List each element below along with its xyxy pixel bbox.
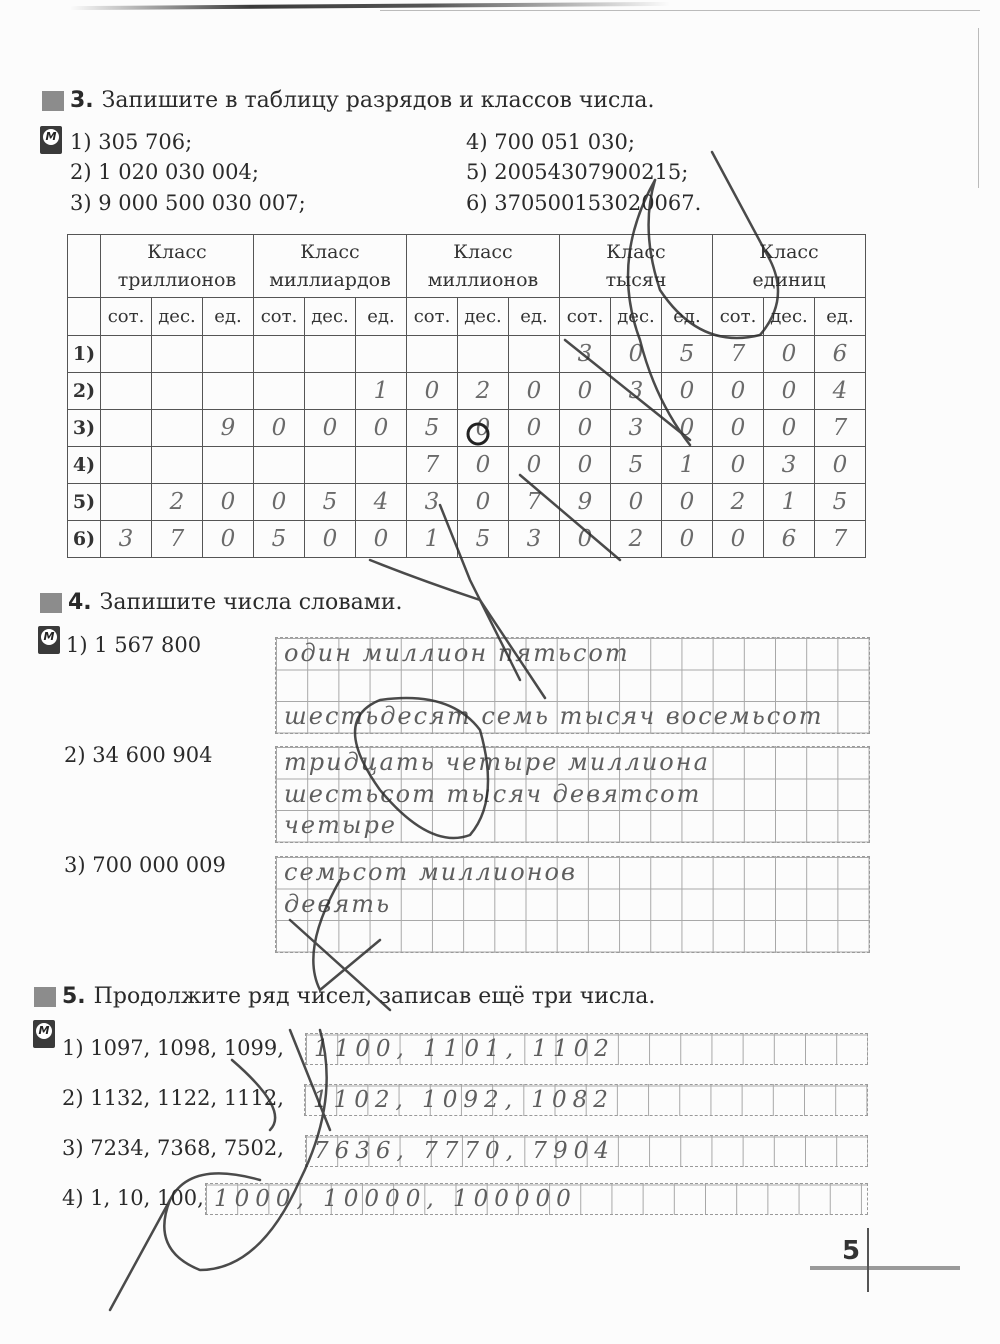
digit-cell[interactable] [305, 521, 356, 558]
answer-line: один миллион пятьсот [284, 639, 630, 667]
digit-cell[interactable] [407, 336, 458, 373]
handwritten-digit: 5 [628, 452, 644, 478]
digit-cell[interactable] [662, 336, 713, 373]
digit-cell[interactable] [203, 484, 254, 521]
digit-cell[interactable] [254, 373, 305, 410]
task5-title: Продолжите ряд чисел, записав ещё три числа. [93, 984, 656, 1009]
digit-cell[interactable] [764, 484, 815, 521]
handwritten-digit: 0 [832, 452, 848, 478]
digit-cell[interactable] [764, 373, 815, 410]
digit-cell[interactable] [356, 373, 407, 410]
handwritten-digit: 1 [679, 452, 695, 478]
digit-cell[interactable] [611, 447, 662, 484]
table-row [68, 447, 866, 484]
table-row [68, 336, 866, 373]
digit-cell[interactable] [815, 373, 866, 410]
corner-cell [68, 235, 101, 298]
digit-cell[interactable] [203, 521, 254, 558]
page-number-divider [867, 1228, 869, 1292]
handwritten-digit: 0 [526, 452, 542, 478]
digit-cell[interactable] [407, 447, 458, 484]
table-row [68, 410, 866, 447]
task4-number: 4. [68, 590, 92, 615]
answer-line: 1102, 1092, 1082 [313, 1087, 614, 1113]
answer-line [276, 670, 869, 702]
digit-cell[interactable] [713, 521, 764, 558]
place-value-table [67, 234, 866, 558]
handwritten-digit: 0 [373, 415, 389, 441]
digit-subheader: сот. [101, 298, 152, 336]
digit-cell[interactable] [764, 336, 815, 373]
digit-cell[interactable] [611, 373, 662, 410]
task4-item-3-label: 3) 700 000 009 [64, 853, 226, 877]
handwritten-digit: 1 [424, 526, 440, 552]
table-row [68, 484, 866, 521]
handwritten-digit: 0 [628, 341, 644, 367]
m-badge-icon: M [40, 126, 62, 154]
task5-item-1-label: 1) 1097, 1098, 1099, [62, 1036, 284, 1060]
digit-cell[interactable] [305, 373, 356, 410]
handwritten-digit: 7 [526, 489, 542, 515]
digit-cell[interactable] [509, 410, 560, 447]
handwritten-digit: 9 [577, 489, 593, 515]
task5-number: 5. [62, 984, 86, 1009]
handwritten-digit: 3 [577, 341, 593, 367]
digit-cell[interactable] [815, 410, 866, 447]
digit-cell[interactable] [560, 336, 611, 373]
digit-cell[interactable] [560, 521, 611, 558]
digit-cell[interactable] [305, 447, 356, 484]
digit-cell[interactable] [356, 447, 407, 484]
digit-cell[interactable] [407, 484, 458, 521]
row-label: 4) [68, 447, 101, 484]
digit-cell[interactable] [458, 336, 509, 373]
answer-line: шестьдесят семь тысяч восемьсот [284, 702, 824, 730]
digit-cell[interactable] [662, 447, 713, 484]
digit-cell[interactable] [458, 447, 509, 484]
handwritten-digit: 5 [679, 341, 695, 367]
digit-subheader: дес. [764, 298, 815, 336]
handwritten-digit: 0 [577, 526, 593, 552]
row-label: 2) [68, 373, 101, 410]
digit-cell[interactable] [101, 410, 152, 447]
digit-cell[interactable] [101, 373, 152, 410]
class-trillions-header: Класс триллионов [101, 235, 254, 298]
handwritten-digit: 7 [832, 526, 848, 552]
digit-subheader: ед. [356, 298, 407, 336]
task5-item-4-label: 4) 1, 10, 100, [62, 1186, 204, 1210]
handwritten-digit: 0 [475, 452, 491, 478]
answer-line: семьсот миллионов [284, 858, 577, 886]
task-marker-icon [34, 987, 56, 1007]
digit-cell[interactable] [764, 410, 815, 447]
row-label: 5) [68, 484, 101, 521]
task4-item-2-label: 2) 34 600 904 [64, 743, 213, 767]
digit-cell[interactable] [509, 447, 560, 484]
digit-cell[interactable] [713, 447, 764, 484]
handwritten-digit: 1 [373, 378, 389, 404]
digit-cell[interactable] [560, 373, 611, 410]
digit-cell[interactable] [611, 336, 662, 373]
handwritten-digit: 0 [730, 526, 746, 552]
task5-answer-grid-2[interactable] [304, 1084, 868, 1116]
digit-cell[interactable] [254, 447, 305, 484]
digit-cell[interactable] [764, 447, 815, 484]
handwritten-digit: 3 [424, 489, 440, 515]
digit-cell[interactable] [458, 484, 509, 521]
digit-cell[interactable] [305, 336, 356, 373]
handwritten-digit: 0 [628, 489, 644, 515]
handwritten-digit: 2 [730, 489, 746, 515]
digit-header-row [68, 298, 866, 336]
page-number: 5 [842, 1236, 861, 1266]
digit-cell[interactable] [305, 484, 356, 521]
answer-line: тридцать четыре миллиона [284, 748, 710, 776]
digit-cell[interactable] [152, 484, 203, 521]
digit-subheader: сот. [560, 298, 611, 336]
task3-item-4: 4) 700 051 030; [466, 130, 635, 154]
digit-cell[interactable] [611, 521, 662, 558]
task4-answer-grid-1[interactable] [275, 637, 870, 734]
handwritten-digit: 3 [628, 378, 644, 404]
m-badge-icon: M [33, 1020, 55, 1048]
digit-cell[interactable] [305, 410, 356, 447]
digit-cell[interactable] [356, 410, 407, 447]
digit-cell[interactable] [713, 410, 764, 447]
handwritten-digit: 5 [832, 489, 848, 515]
handwritten-digit: 0 [322, 526, 338, 552]
handwritten-digit: 0 [730, 378, 746, 404]
task4-answer-grid-3[interactable] [275, 856, 870, 953]
handwritten-digit: 0 [730, 415, 746, 441]
handwritten-digit: 0 [220, 526, 236, 552]
task4-answer-grid-2[interactable] [275, 746, 870, 843]
digit-cell[interactable] [152, 447, 203, 484]
digit-cell[interactable] [203, 373, 254, 410]
task-marker-icon [42, 91, 64, 111]
handwritten-digit: 0 [475, 415, 491, 441]
digit-cell[interactable] [815, 447, 866, 484]
digit-cell[interactable] [458, 521, 509, 558]
digit-cell[interactable] [509, 484, 560, 521]
handwritten-digit: 5 [424, 415, 440, 441]
page-edge-right [978, 28, 979, 188]
digit-cell[interactable] [815, 484, 866, 521]
task3-item-3: 3) 9 000 500 030 007; [70, 191, 306, 215]
class-millions-header: Класс миллионов [407, 235, 560, 298]
digit-cell[interactable] [407, 410, 458, 447]
handwritten-digit: 0 [577, 452, 593, 478]
handwritten-digit: 3 [781, 452, 797, 478]
digit-cell[interactable] [203, 336, 254, 373]
handwritten-digit: 0 [679, 526, 695, 552]
digit-cell[interactable] [662, 410, 713, 447]
digit-cell[interactable] [815, 336, 866, 373]
answer-line: 7636, 7770, 7904 [314, 1138, 615, 1164]
handwritten-digit: 0 [271, 489, 287, 515]
digit-cell[interactable] [254, 410, 305, 447]
digit-cell[interactable] [560, 447, 611, 484]
digit-cell[interactable] [713, 484, 764, 521]
digit-cell[interactable] [152, 410, 203, 447]
digit-cell[interactable] [101, 521, 152, 558]
handwritten-digit: 0 [781, 415, 797, 441]
answer-line: 1100, 1101, 1102 [314, 1036, 615, 1062]
row-label: 1) [68, 336, 101, 373]
task3-item-2: 2) 1 020 030 004; [70, 160, 259, 184]
handwritten-digit: 3 [526, 526, 542, 552]
digit-cell[interactable] [560, 410, 611, 447]
digit-cell[interactable] [203, 410, 254, 447]
handwritten-digit: 0 [424, 378, 440, 404]
digit-cell[interactable] [356, 484, 407, 521]
handwritten-digit: 0 [322, 415, 338, 441]
digit-cell[interactable] [560, 484, 611, 521]
handwritten-digit: 5 [475, 526, 491, 552]
task3-item-5: 5) 20054307900215; [466, 160, 689, 184]
handwritten-digit: 2 [475, 378, 491, 404]
handwritten-digit: 0 [271, 415, 287, 441]
handwritten-digit: 5 [271, 526, 287, 552]
digit-cell[interactable] [713, 373, 764, 410]
task3-heading [42, 88, 654, 113]
handwritten-digit: 0 [373, 526, 389, 552]
digit-cell[interactable] [662, 484, 713, 521]
page-number-rule [810, 1266, 960, 1270]
handwritten-digit: 0 [220, 489, 236, 515]
digit-cell[interactable] [662, 521, 713, 558]
digit-cell[interactable] [713, 336, 764, 373]
row-label: 3) [68, 410, 101, 447]
task5-answer-grid-3[interactable] [305, 1135, 868, 1167]
page-edge-shadow [70, 2, 670, 10]
digit-cell[interactable] [458, 410, 509, 447]
handwritten-digit: 7 [730, 341, 746, 367]
row-label: 6) [68, 521, 101, 558]
digit-cell[interactable] [152, 373, 203, 410]
handwritten-digit: 6 [832, 341, 848, 367]
handwritten-digit: 0 [679, 415, 695, 441]
task3-item-1: 1) 305 706; [70, 130, 193, 154]
digit-cell[interactable] [356, 336, 407, 373]
m-badge-icon: M [38, 626, 60, 654]
digit-cell[interactable] [152, 336, 203, 373]
task5-answer-grid-1[interactable] [305, 1033, 868, 1065]
digit-cell[interactable] [203, 447, 254, 484]
handwritten-digit: 0 [781, 378, 797, 404]
digit-subheader: дес. [152, 298, 203, 336]
digit-subheader: дес. [611, 298, 662, 336]
handwritten-digit: 0 [679, 489, 695, 515]
table-row [68, 521, 866, 558]
handwritten-digit: 6 [781, 526, 797, 552]
handwritten-digit: 0 [679, 378, 695, 404]
handwritten-digit: 2 [628, 526, 644, 552]
handwritten-digit: 0 [730, 452, 746, 478]
task5-item-2-label: 2) 1132, 1122, 1112, [62, 1086, 284, 1110]
task3-item-6: 6) 370500153020067. [466, 191, 702, 215]
task3-title: Запишите в таблицу разрядов и классов числа. [101, 88, 655, 113]
class-thousands-header: Класс тысяч [560, 235, 713, 298]
task4-heading [40, 590, 403, 615]
handwritten-digit: 4 [373, 489, 389, 515]
handwritten-digit: 7 [832, 415, 848, 441]
table-row [68, 373, 866, 410]
corner-cell [68, 298, 101, 336]
digit-cell[interactable] [254, 521, 305, 558]
class-units-header: Класс единиц [713, 235, 866, 298]
handwritten-digit: 3 [628, 415, 644, 441]
digit-subheader: ед. [662, 298, 713, 336]
task5-answer-grid-4[interactable] [205, 1183, 868, 1215]
digit-subheader: ед. [815, 298, 866, 336]
digit-cell[interactable] [152, 521, 203, 558]
class-header-row [68, 235, 866, 298]
handwritten-digit: 5 [322, 489, 338, 515]
task4-item-1-label: 1) 1 567 800 [66, 633, 202, 657]
digit-subheader: ед. [509, 298, 560, 336]
handwritten-digit: 9 [220, 415, 236, 441]
digit-cell[interactable] [509, 373, 560, 410]
digit-cell[interactable] [101, 336, 152, 373]
digit-cell[interactable] [509, 336, 560, 373]
page-edge-line [380, 10, 980, 11]
digit-cell[interactable] [662, 373, 713, 410]
digit-cell[interactable] [611, 410, 662, 447]
answer-line: шестьсот тысяч девятсот [284, 779, 702, 808]
task3-number: 3. [70, 88, 94, 113]
digit-cell[interactable] [407, 521, 458, 558]
handwritten-digit: 0 [577, 415, 593, 441]
handwritten-digit: 0 [475, 489, 491, 515]
handwritten-digit: 0 [526, 415, 542, 441]
handwritten-digit: 0 [526, 378, 542, 404]
digit-cell[interactable] [509, 521, 560, 558]
task5-item-3-label: 3) 7234, 7368, 7502, [62, 1136, 284, 1160]
digit-cell[interactable] [356, 521, 407, 558]
handwritten-digit: 2 [169, 489, 185, 515]
digit-cell[interactable] [407, 373, 458, 410]
digit-subheader: ед. [203, 298, 254, 336]
handwritten-digit: 0 [781, 341, 797, 367]
handwritten-digit: 0 [577, 378, 593, 404]
digit-cell[interactable] [458, 373, 509, 410]
handwritten-digit: 3 [118, 526, 134, 552]
digit-cell[interactable] [611, 484, 662, 521]
digit-cell[interactable] [764, 521, 815, 558]
answer-line: девять [284, 889, 392, 918]
handwritten-digit: 1 [781, 489, 797, 515]
digit-cell[interactable] [815, 521, 866, 558]
handwritten-digit: 7 [169, 526, 185, 552]
digit-subheader: дес. [458, 298, 509, 336]
digit-cell[interactable] [101, 447, 152, 484]
digit-subheader: сот. [254, 298, 305, 336]
digit-cell[interactable] [101, 484, 152, 521]
class-billions-header: Класс миллиардов [254, 235, 407, 298]
task-marker-icon [40, 593, 62, 613]
digit-subheader: сот. [407, 298, 458, 336]
answer-line: четыре [284, 811, 398, 839]
answer-line [276, 920, 869, 952]
digit-subheader: дес. [305, 298, 356, 336]
task5-heading [34, 984, 655, 1009]
task4-title: Запишите числа словами. [99, 590, 403, 615]
handwritten-digit: 4 [832, 378, 848, 404]
digit-subheader: сот. [713, 298, 764, 336]
digit-cell[interactable] [254, 336, 305, 373]
handwritten-digit: 7 [424, 452, 440, 478]
digit-cell[interactable] [254, 484, 305, 521]
answer-line: 1000, 10000, 100000 [214, 1186, 577, 1212]
